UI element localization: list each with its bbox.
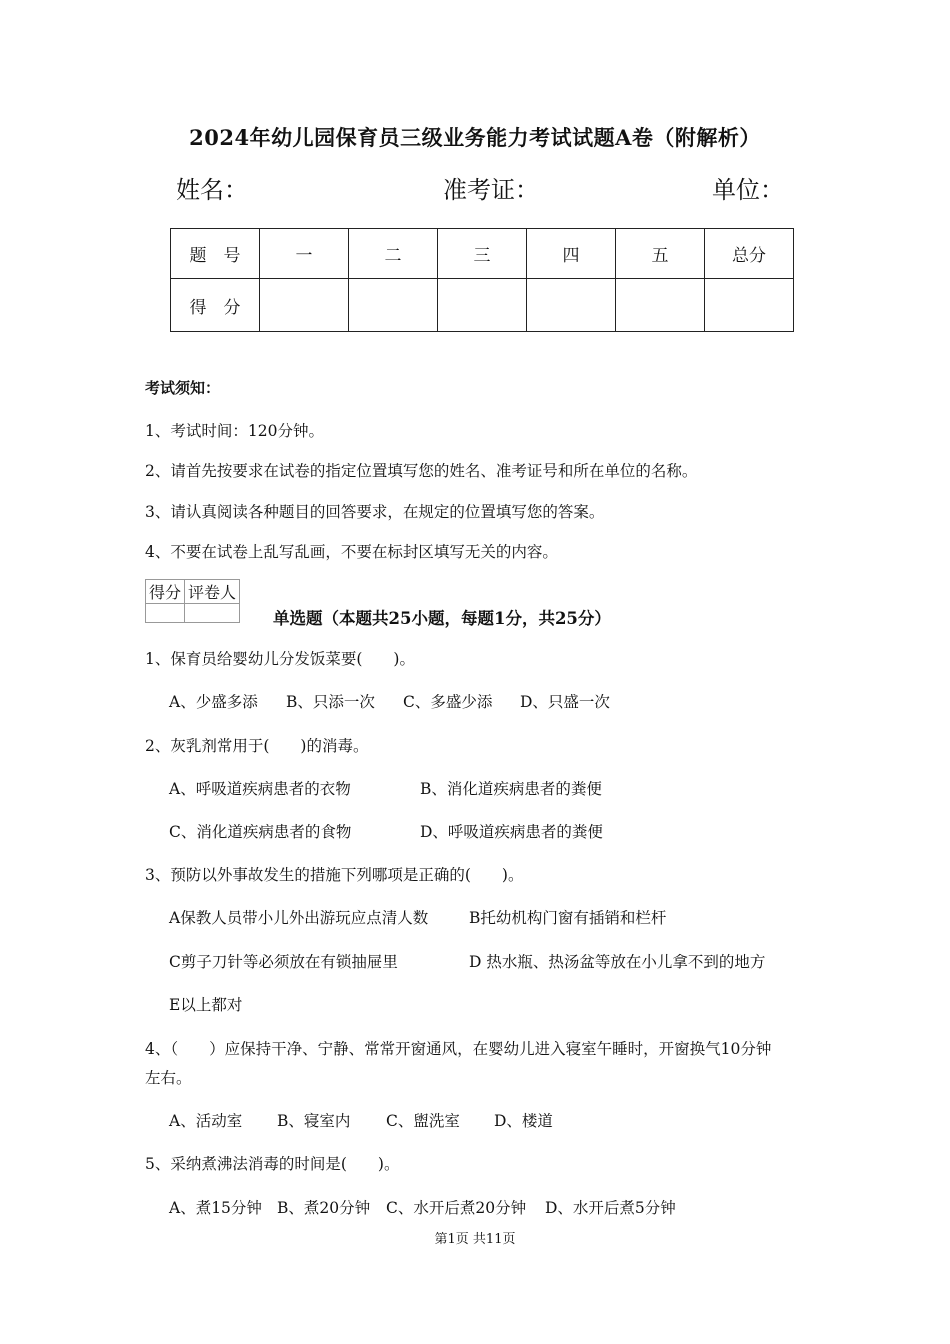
score-table-header-row bbox=[171, 229, 794, 279]
grader-table bbox=[145, 579, 240, 623]
option: B、消化道疾病患者的粪便 bbox=[420, 780, 602, 798]
question-stem: 4、（ ）应保持干净、宁静、常常开窗通风，在婴幼儿进入寝室午睡时，开窗换气10分钟 bbox=[145, 1040, 772, 1058]
option: E以上都对 bbox=[169, 996, 243, 1014]
notice-item: 4、不要在试卷上乱写乱画，不要在标封区填写无关的内容。 bbox=[145, 543, 558, 561]
score-input-cell[interactable] bbox=[705, 279, 794, 332]
score-input-cell[interactable] bbox=[438, 279, 527, 332]
score-input-cell[interactable] bbox=[527, 279, 616, 332]
score-header-cell: 四 bbox=[527, 229, 616, 279]
question-stem: 1、保育员给婴幼儿分发饭菜要( )。 bbox=[145, 650, 415, 668]
page-footer: 第1页 共11页 bbox=[434, 1232, 516, 1247]
score-header-cell: 二 bbox=[349, 229, 438, 279]
question-stem-continued: 左右。 bbox=[145, 1069, 192, 1087]
option: A、少盛多添 bbox=[169, 693, 258, 711]
option: B托幼机构门窗有插销和栏杆 bbox=[469, 909, 667, 927]
score-header-cell: 总分 bbox=[705, 229, 794, 279]
notice-item: 3、请认真阅读各种题目的回答要求，在规定的位置填写您的答案。 bbox=[145, 503, 605, 521]
exam-number-field-label: 准考证： bbox=[443, 176, 539, 204]
score-table bbox=[170, 228, 794, 332]
score-header-cell: 五 bbox=[616, 229, 705, 279]
option: B、煮20分钟 bbox=[277, 1199, 371, 1217]
score-header-cell: 一 bbox=[260, 229, 349, 279]
option: A、活动室 bbox=[169, 1112, 243, 1130]
grader-score-cell[interactable] bbox=[146, 604, 185, 623]
notice-item: 1、考试时间：120分钟。 bbox=[145, 422, 324, 440]
question-stem: 2、灰乳剂常用于( )的消毒。 bbox=[145, 737, 369, 755]
name-field-label: 姓名： bbox=[176, 176, 248, 204]
unit-field-label: 单位： bbox=[712, 176, 784, 204]
score-header-cell: 题 号 bbox=[171, 229, 260, 279]
option: A、煮15分钟 bbox=[169, 1199, 262, 1217]
score-input-cell[interactable] bbox=[616, 279, 705, 332]
option: C、消化道疾病患者的食物 bbox=[169, 823, 352, 841]
question-stem: 3、预防以外事故发生的措施下列哪项是正确的( )。 bbox=[145, 866, 524, 884]
notice-item: 2、请首先按要求在试卷的指定位置填写您的姓名、准考证号和所在单位的名称。 bbox=[145, 462, 698, 480]
option: B、寝室内 bbox=[277, 1112, 351, 1130]
score-input-cell[interactable] bbox=[260, 279, 349, 332]
option: D、呼吸道疾病患者的粪便 bbox=[420, 823, 603, 841]
option: C剪子刀针等必须放在有锁抽屉里 bbox=[169, 953, 398, 971]
question-stem: 5、采纳煮沸法消毒的时间是( )。 bbox=[145, 1155, 400, 1173]
option: C、水开后煮20分钟 bbox=[386, 1199, 527, 1217]
score-input-cell[interactable] bbox=[349, 279, 438, 332]
notice-heading: 考试须知： bbox=[145, 379, 221, 397]
option: D 热水瓶、热汤盆等放在小儿拿不到的地方 bbox=[469, 953, 766, 971]
score-header-cell: 三 bbox=[438, 229, 527, 279]
option: D、水开后煮5分钟 bbox=[545, 1199, 676, 1217]
section-title: 单选题（本题共25小题，每题1分，共25分） bbox=[273, 609, 611, 628]
option: C、多盛少添 bbox=[403, 693, 493, 711]
option: A、呼吸道疾病患者的衣物 bbox=[169, 780, 351, 798]
grader-name-label: 评卷人 bbox=[185, 580, 240, 604]
grader-score-label: 得分 bbox=[146, 580, 185, 604]
option: D、只盛一次 bbox=[520, 693, 610, 711]
option: B、只添一次 bbox=[286, 693, 375, 711]
option: D、楼道 bbox=[494, 1112, 553, 1130]
grader-name-cell[interactable] bbox=[185, 604, 240, 623]
score-table-score-row bbox=[171, 279, 794, 332]
score-row-label: 得 分 bbox=[171, 279, 260, 332]
exam-title: 2024年幼儿园保育员三级业务能力考试试题A卷（附解析） bbox=[189, 125, 761, 150]
option: C、盥洗室 bbox=[386, 1112, 460, 1130]
option: A保教人员带小儿外出游玩应点清人数 bbox=[169, 909, 429, 927]
